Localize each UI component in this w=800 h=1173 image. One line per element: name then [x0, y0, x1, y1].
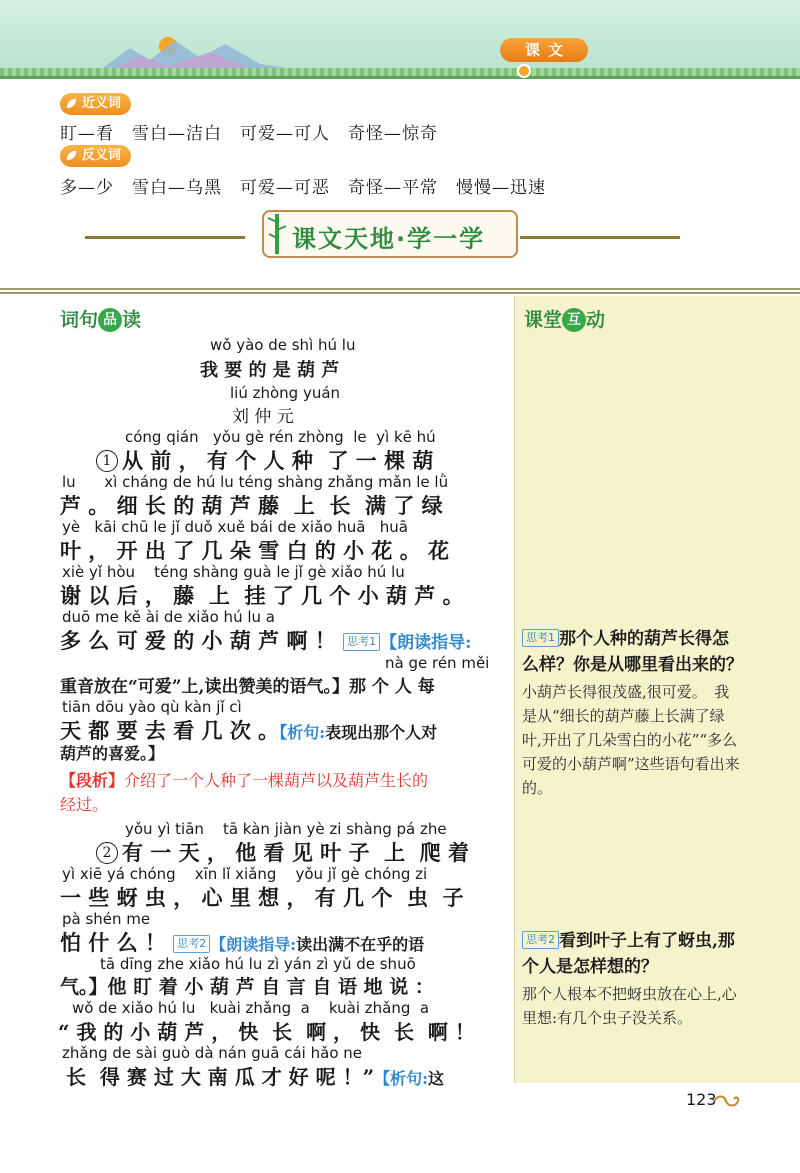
analysis-continuation: 葫芦的喜爱。】	[60, 744, 165, 763]
heading-badge: 互	[562, 308, 586, 332]
bamboo-icon	[266, 212, 288, 256]
question-text	[522, 928, 744, 980]
guide-note	[210, 935, 424, 954]
text-span: 多 么 可 爱 的 小 葫 芦 啊 ！	[60, 628, 336, 653]
header-line	[0, 76, 800, 79]
author-pinyin: liú zhòng yuán	[230, 384, 341, 402]
guide-label: 【朗读指导:	[380, 633, 472, 653]
pinyin-line: yǒu yì tiān tā kàn jiàn yè zi shàng pá zhe	[125, 820, 447, 838]
question-body: 那个人种的葫芦长得怎么样？你是从哪里看出来的？	[522, 629, 743, 675]
swirl-ornament-icon	[712, 1093, 742, 1109]
text-line: 一 些 蚜 虫 ， 心 里 想 ， 有 几 个 虫 子	[60, 885, 464, 910]
text-span: 怕 什 么 ！	[60, 930, 166, 955]
pinyin-line: duō me kě ài de xiǎo hú lu a	[62, 608, 275, 626]
analysis-note	[374, 1069, 444, 1088]
author-name: 刘 仲 元	[232, 407, 294, 427]
page-number: 123	[686, 1090, 717, 1109]
left-column-heading	[60, 305, 141, 332]
title-pinyin: wǒ yào de shì hú lu	[210, 336, 356, 354]
heading-badge: 品	[98, 308, 122, 332]
synonym-pill	[60, 93, 131, 115]
paragraph-number: 2	[96, 842, 118, 864]
antonym-label: 反义词	[82, 148, 122, 163]
title-rule-right	[520, 236, 680, 239]
pinyin-line: wǒ de xiǎo hú lu kuài zhǎng a kuài zhǎng a	[72, 999, 430, 1017]
text-line: 叶 ， 开 出 了 几 朵 雪 白 的 小 花 。 花	[60, 538, 450, 563]
pinyin-line: pà shén me	[62, 910, 151, 928]
guide-text: 读出满不在乎的语	[296, 935, 425, 954]
heading-text: 课堂	[524, 309, 563, 331]
synonym-list: 盯—看 雪白—洁白 可爱—可人 奇怪—惊奇	[60, 124, 438, 144]
think-tag[interactable]: 思考1	[343, 633, 380, 651]
heading-text: 动	[586, 309, 606, 331]
think-tag[interactable]: 思考2	[522, 931, 559, 949]
text-span: 从 前 ， 有 个 人 种 了 一 棵 葫	[122, 448, 434, 473]
pinyin-line: xiè yǐ hòu téng shàng guà le jǐ gè xiǎo hú lu	[62, 563, 405, 581]
pinyin-line: yè kāi chū le jǐ duǒ xuě bái de xiǎo huā huā	[62, 518, 408, 536]
right-column-heading	[524, 305, 605, 332]
heading-text: 读	[122, 309, 142, 331]
question-2	[522, 928, 744, 1030]
pinyin-line: tiān dōu yào qù kàn jǐ cì	[62, 698, 242, 716]
antonym-list: 多—少 雪白—乌黑 可爱—可恶 奇怪—平常 慢慢—迅速	[60, 178, 546, 198]
text-line	[96, 445, 433, 475]
analysis-text: 表现出那个人对	[325, 723, 438, 742]
guide-text: 重音放在“可爱”上,读出赞美的语气。】那 个 人 每	[60, 677, 435, 697]
paragraph-analysis-text: 介绍了一个人种了一棵葫芦以及葫芦生长的	[124, 771, 429, 790]
analysis-text: 这	[428, 1069, 445, 1088]
paragraph-analysis-label: 【段析】	[60, 771, 125, 790]
answer-text: 小葫芦长得很茂盛,很可爱。 我是从“细长的葫芦藤上长满了绿叶,开出了几朵雪白的小花”“多么可爱的小葫芦啊”这些语句看出来的。	[522, 683, 740, 797]
think-tag[interactable]: 思考1	[522, 629, 559, 647]
text-line	[60, 625, 471, 655]
text-line	[96, 837, 469, 867]
question-body: 看到叶子上有了蚜虫,那个人是怎样想的？	[522, 931, 735, 977]
section-title: 课文天地·学一学	[292, 225, 486, 253]
text-span: 有 一 天 ， 他 看 见 叶 子 上 爬 着	[122, 840, 470, 865]
text-span: 长 得 赛 过 大 南 瓜 才 好 呢 ！”	[66, 1065, 375, 1089]
section-divider	[0, 288, 800, 294]
pinyin-line: nà ge rén měi	[385, 654, 490, 672]
analysis-label: 【析句:	[279, 723, 326, 742]
pinyin-line: tā dīng zhe xiǎo hú lu zì yán zì yǔ de shuō	[100, 955, 416, 973]
pinyin-line: cóng qián yǒu gè rén zhòng le yì kē hú	[125, 428, 436, 446]
text-line: 气。】他 盯 着 小 葫 芦 自 言 自 语 地 说 ：	[60, 976, 434, 998]
think-tag[interactable]: 思考2	[173, 935, 210, 953]
analysis-label: 【析句:	[374, 1069, 429, 1088]
answer-text: 那个人根本不把蚜虫放在心上,心里想:有几个虫子没关系。	[522, 985, 737, 1027]
synonym-label: 近义词	[82, 96, 122, 111]
header-strip	[0, 68, 800, 76]
text-span: 天 都 要 去 看 几 次 。	[60, 718, 280, 743]
tag-dot	[517, 64, 531, 78]
text-line	[66, 1061, 444, 1090]
text-line: “ 我 的 小 葫 芦 ， 快 长 啊 ， 快 长 啊 ！	[58, 1020, 475, 1044]
question-1	[522, 626, 744, 800]
question-text	[522, 626, 744, 678]
heading-text: 词句	[60, 309, 99, 331]
analysis-note	[279, 723, 437, 742]
leaf-icon	[65, 149, 78, 162]
pinyin-line: yì xiē yá chóng xīn lǐ xiǎng yǒu jǐ gè chóng zi	[62, 865, 428, 883]
paragraph-analysis-continuation: 经过。	[60, 795, 109, 814]
pinyin-line: zhǎng de sài guò dà nán guā cái hǎo ne	[62, 1044, 362, 1062]
mountain-sun-icon	[100, 30, 300, 70]
paragraph-analysis	[60, 768, 428, 791]
guide-label: 【朗读指导:	[210, 935, 297, 954]
paragraph-number: 1	[96, 450, 118, 472]
antonym-pill	[60, 145, 131, 167]
text-line: 芦 。 细 长 的 葫 芦 藤 上 长 满 了 绿	[60, 493, 443, 518]
pinyin-line: lu xì cháng de hú lu téng shàng zhǎng mǎn le lǜ	[62, 473, 449, 491]
text-line	[60, 927, 424, 957]
leaf-icon	[65, 97, 78, 110]
title-rule-left	[85, 236, 245, 239]
text-line: 谢 以 后 ， 藤 上 挂 了 几 个 小 葫 芦 。	[60, 583, 464, 608]
section-tag: 课文	[500, 38, 588, 62]
article-title: 我 要 的 是 葫 芦	[200, 360, 340, 381]
